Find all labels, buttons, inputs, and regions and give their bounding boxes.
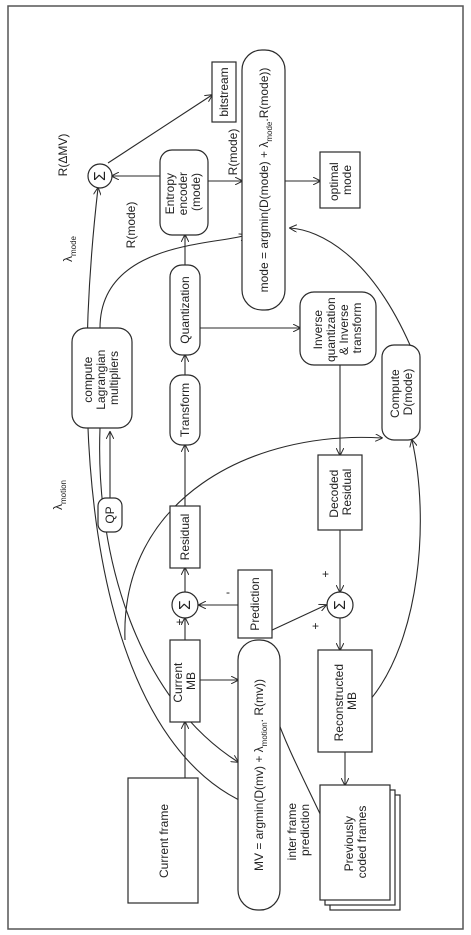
previous-frames-label [342, 806, 369, 879]
prediction-node [238, 570, 272, 638]
inter-frame-prediction-line: prediction [298, 803, 312, 857]
lagrangian-node [72, 328, 132, 428]
decoded-residual-label-line: Decoded [327, 469, 341, 518]
mv-decision-node [238, 640, 280, 910]
mv-decision-tail: . R(mv)) [252, 678, 266, 723]
reconstructed-mb-label-line: MB [345, 692, 359, 710]
lambda-motion-subscript: motion [59, 479, 68, 504]
lambda-motion-symbol: λ [51, 504, 65, 510]
quantization-node [170, 265, 200, 355]
optimal-mode-label-line: mode [340, 164, 354, 196]
sum-2-symbol: Σ [332, 600, 349, 610]
prediction-label: Prediction [248, 577, 262, 631]
sum-1-symbol: Σ [177, 600, 194, 610]
inverse-label-line: Inverse [311, 309, 325, 350]
current-mb-label-line: MB [184, 672, 198, 690]
entropy-encoder-label-line: (mode) [189, 172, 203, 212]
sum-node-2 [327, 592, 353, 618]
previous-frames-label-line: coded frames [355, 805, 369, 879]
plus-sign-sum2-top: + [322, 567, 330, 581]
mv-decision-text: MV = argmin(D(mv) + λ [252, 746, 266, 872]
inverse-node [300, 292, 376, 365]
compute-dmode-label [388, 366, 415, 418]
lambda-motion-label [51, 480, 68, 510]
edge-lagrangian-mv [100, 428, 238, 762]
compute-dmode-label-line: Compute [388, 369, 402, 419]
current-mb-node [170, 640, 200, 722]
r-mode-left-label: R(mode) [124, 201, 138, 249]
entropy-encoder-node [160, 150, 208, 235]
residual-label: Residual [178, 513, 192, 561]
entropy-encoder-label-line: Entropy [163, 172, 177, 215]
bitstream-node [212, 62, 236, 122]
entropy-encoder-label [163, 169, 203, 216]
compute-dmode-label-line: D(mode) [401, 368, 415, 416]
mode-decision-subscript: mode [265, 121, 274, 142]
lambda-mode-subscript: mode [69, 235, 78, 256]
sum-top-symbol: Σ [92, 171, 109, 181]
inter-frame-prediction-label [285, 800, 312, 861]
mode-decision-tail: .R(mode)) [257, 67, 271, 122]
current-frame-label: Current frame [157, 803, 171, 879]
residual-node [170, 506, 200, 568]
mode-decision-node [242, 50, 285, 310]
plus-sign-sum1: + [176, 615, 184, 629]
compute-dmode-node [382, 345, 420, 440]
reconstructed-mb-node [318, 650, 372, 752]
lambda-mode-symbol: λ [61, 256, 75, 262]
optimal-mode-label-line: optimal [327, 162, 341, 202]
transform-node [170, 375, 200, 445]
mv-decision-subscript: motion [260, 722, 269, 747]
qp-node [98, 498, 122, 532]
bitstream-label: bitstream [217, 67, 231, 117]
r-mode-right-label: R(mode) [226, 128, 240, 176]
lagrangian-label-line: Lagrangian [94, 349, 108, 410]
qp-label: QP [103, 506, 117, 524]
plus-sign-sum2-bottom: + [312, 619, 320, 633]
reconstructed-mb-label-line: Reconstructed [332, 663, 346, 742]
inverse-label-line: quantization [324, 297, 338, 363]
inverse-label-line: & Inverse [337, 304, 351, 356]
inverse-label-line: transform [350, 302, 364, 354]
optimal-mode-label [327, 159, 354, 201]
inter-frame-prediction-line: inter frame [285, 802, 299, 861]
lagrangian-label-line: multipliers [107, 350, 121, 406]
transform-label: Transform [178, 382, 192, 438]
decoded-residual-label [327, 466, 354, 517]
r-delta-mv-label: R(ΔMV) [56, 133, 70, 177]
quantization-label: Quantization [178, 276, 192, 344]
current-mb-label-line: Current [171, 662, 185, 703]
previous-frames-label-line: Previously [342, 815, 356, 872]
decoded-residual-label-line: Residual [340, 468, 354, 516]
previous-frames-node [320, 785, 400, 910]
current-frame-node [128, 778, 198, 903]
minus-sign-sum1: - [226, 585, 230, 599]
mode-decision-text: mode = argmin(D(mode) + λ [257, 141, 271, 293]
decoded-residual-node [318, 455, 362, 530]
lagrangian-label-line: compute [81, 356, 95, 403]
sum-node-top [88, 164, 112, 188]
lambda-mode-label [61, 235, 78, 262]
lagrangian-label [81, 346, 121, 409]
optimal-mode-node [320, 152, 360, 208]
entropy-encoder-label-line: encoder [176, 171, 190, 216]
edge-reconstructed-dmode [370, 440, 420, 700]
